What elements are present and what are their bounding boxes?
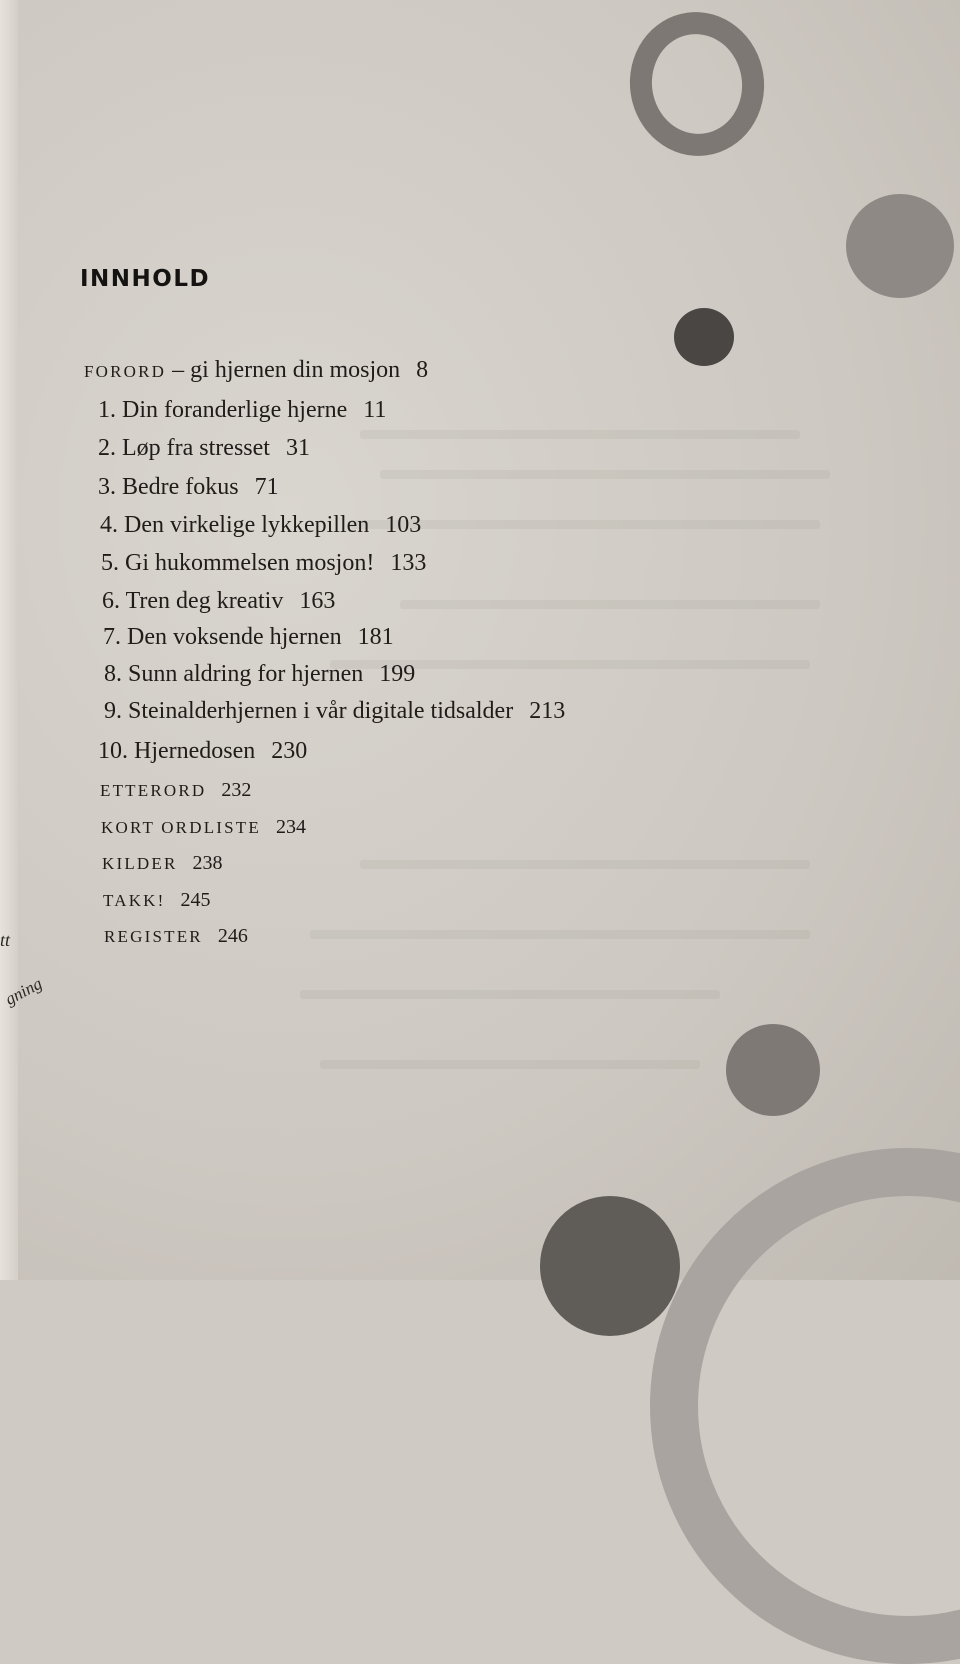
toc-page-number: 133 <box>390 550 427 576</box>
toc-entry-back-matter <box>100 780 251 800</box>
toc-chapter-number: 4. <box>100 512 118 538</box>
toc-chapter-title: Løp fra stresset <box>122 435 270 461</box>
toc-entry-chapter <box>98 739 307 763</box>
toc-chapter-number: 7. <box>103 624 121 650</box>
adjacent-page-text-fragment: tt <box>0 930 11 950</box>
toc-entry-chapter <box>98 398 386 422</box>
toc-page-number: 234 <box>275 816 306 838</box>
toc-entry-back-matter <box>104 926 248 946</box>
toc-chapter-number: 5. <box>101 550 119 576</box>
toc-page-number: 103 <box>385 512 422 538</box>
toc-chapter-title: Tren deg kreativ <box>125 588 284 614</box>
toc-entry-label: REGISTER <box>104 927 203 946</box>
toc-entry-label: FORORD <box>84 362 167 381</box>
toc-chapter-title: Sunn aldring for hjernen <box>128 661 364 687</box>
toc-entry-label: KORT ORDLISTE <box>101 818 261 837</box>
toc-page-number: 181 <box>357 624 394 650</box>
toc-page-number: 230 <box>271 738 308 764</box>
toc-entry-chapter <box>101 551 426 575</box>
toc-page-number: 213 <box>529 698 566 724</box>
toc-entry-chapter <box>98 475 279 499</box>
toc-chapter-number: 9. <box>104 698 122 724</box>
toc-chapter-number: 2. <box>98 435 116 461</box>
toc-entry-chapter <box>104 699 565 723</box>
toc-entry-back-matter <box>101 817 306 837</box>
toc-chapter-title: Den virkelige lykkepillen <box>124 512 370 538</box>
toc-chapter-number: 1. <box>98 397 116 423</box>
toc-page-number: 199 <box>379 661 416 687</box>
toc-chapter-title: Gi hukommelsen mosjon! <box>125 550 375 576</box>
toc-chapter-number: 3. <box>98 474 116 500</box>
adjacent-page-text-fragment: gning <box>2 973 46 1009</box>
toc-page-number: 11 <box>363 397 387 423</box>
toc-chapter-title: Hjernedosen <box>134 738 256 764</box>
toc-entry-back-matter <box>103 890 211 910</box>
toc-page-number: 163 <box>299 588 336 614</box>
toc-page-number: 232 <box>221 779 252 801</box>
toc-entry-chapter <box>103 625 394 649</box>
toc-entry-chapter <box>100 513 421 537</box>
toc-page-number: 245 <box>180 889 211 911</box>
toc-entry-subtitle: – gi hjernen din mosjon <box>172 357 401 383</box>
toc-page-number: 246 <box>217 925 248 947</box>
toc-entry-label: KILDER <box>102 854 178 873</box>
page-title: INNHOLD <box>80 266 211 292</box>
toc-chapter-number: 6. <box>102 588 120 614</box>
toc-entry-forord <box>84 358 428 382</box>
toc-entry-chapter <box>102 589 335 613</box>
toc-page-number: 71 <box>254 474 279 500</box>
toc-entry-back-matter <box>102 853 223 873</box>
toc-page-number: 8 <box>416 357 429 383</box>
toc-entry-label: TAKK! <box>103 891 166 910</box>
toc-chapter-number: 10. <box>98 738 128 764</box>
toc-chapter-title: Steinalderhjernen i vår digitale tidsalder <box>128 698 514 724</box>
toc-entry-label: ETTERORD <box>100 781 207 800</box>
toc-chapter-number: 8. <box>104 661 122 687</box>
toc-chapter-title: Din foranderlige hjerne <box>122 397 348 423</box>
toc-entry-chapter <box>98 436 310 460</box>
toc-chapter-title: Bedre fokus <box>122 474 239 500</box>
toc-page-number: 31 <box>285 435 310 461</box>
toc-chapter-title: Den voksende hjernen <box>127 624 342 650</box>
toc-page-number: 238 <box>192 852 223 874</box>
toc-entry-chapter <box>104 662 415 686</box>
